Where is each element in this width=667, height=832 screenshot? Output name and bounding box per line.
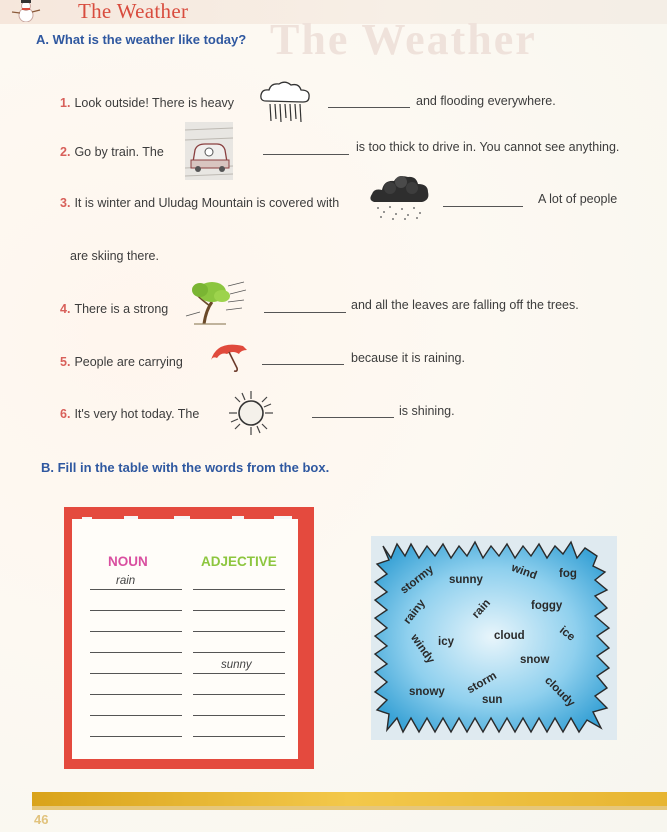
question-number: 1. bbox=[60, 96, 71, 110]
word-box-word: foggy bbox=[531, 600, 563, 612]
question-text: People are carrying bbox=[74, 355, 183, 369]
question-text-after: and all the leaves are falling off the trees. bbox=[351, 298, 579, 312]
noun-answer-line[interactable] bbox=[90, 589, 182, 590]
table-card bbox=[64, 507, 314, 769]
answer-blank[interactable] bbox=[443, 206, 523, 207]
word-box-word: snow bbox=[520, 654, 550, 666]
word-box-word: cloudy bbox=[542, 674, 577, 710]
word-box-word: wind bbox=[509, 561, 539, 583]
page-number: 46 bbox=[34, 812, 49, 827]
windy-tree-icon bbox=[182, 276, 246, 328]
question-3 bbox=[60, 196, 339, 210]
question-number: 3. bbox=[60, 196, 71, 210]
word-box-word: icy bbox=[438, 636, 454, 648]
umbrella-icon bbox=[207, 338, 251, 374]
answer-blank[interactable] bbox=[312, 417, 394, 418]
word-box-word: rainy bbox=[401, 597, 428, 627]
word-box-word: sunny bbox=[449, 574, 483, 586]
noun-column-header: NOUN bbox=[108, 554, 148, 569]
noun-answer-line[interactable] bbox=[90, 631, 182, 632]
answer-blank[interactable] bbox=[264, 312, 346, 313]
word-box-word: storm bbox=[465, 669, 499, 697]
section-a-heading: A. What is the weather like today? bbox=[36, 32, 247, 47]
rain-cloud-icon bbox=[258, 81, 314, 125]
question-2 bbox=[60, 145, 164, 159]
answer-blank[interactable] bbox=[263, 154, 349, 155]
footer-bar bbox=[32, 792, 667, 806]
adjective-answer-line[interactable] bbox=[193, 589, 285, 590]
question-text-after: because it is raining. bbox=[351, 351, 465, 365]
adjective-answer-line[interactable] bbox=[193, 673, 285, 674]
adjective-answer-line[interactable] bbox=[193, 694, 285, 695]
word-box-word: sun bbox=[482, 694, 503, 706]
adjective-answer-line[interactable] bbox=[193, 652, 285, 653]
adjective-cell: sunny bbox=[221, 659, 252, 671]
page-title: The Weather bbox=[78, 0, 189, 23]
question-text-after: is shining. bbox=[399, 404, 455, 418]
section-b-heading: B. Fill in the table with the words from the box. bbox=[41, 460, 330, 475]
question-text-after: and flooding everywhere. bbox=[416, 94, 556, 108]
noun-answer-line[interactable] bbox=[90, 715, 182, 716]
adjective-answer-line[interactable] bbox=[193, 631, 285, 632]
word-box-word: ice bbox=[557, 624, 577, 644]
noun-answer-line[interactable] bbox=[90, 694, 182, 695]
question-number: 6. bbox=[60, 407, 71, 421]
word-box-word: stormy bbox=[398, 563, 436, 597]
answer-blank[interactable] bbox=[262, 364, 344, 365]
question-text-after: is too thick to drive in. You cannot see anything. bbox=[356, 140, 620, 154]
question-number: 5. bbox=[60, 355, 71, 369]
sun-icon bbox=[228, 390, 274, 436]
question-6 bbox=[60, 407, 199, 421]
question-text: There is a strong bbox=[74, 302, 169, 316]
noun-cell: rain bbox=[116, 575, 136, 587]
word-box-word: fog bbox=[559, 568, 577, 580]
adjective-answer-line[interactable] bbox=[193, 610, 285, 611]
word-box-word: windy bbox=[408, 632, 437, 666]
question-text: It's very hot today. The bbox=[74, 407, 200, 421]
question-4 bbox=[60, 302, 168, 316]
noun-answer-line[interactable] bbox=[90, 610, 182, 611]
word-box-word: snowy bbox=[409, 686, 445, 698]
answer-blank[interactable] bbox=[328, 107, 410, 108]
adjective-answer-line[interactable] bbox=[193, 736, 285, 737]
question-1 bbox=[60, 96, 234, 110]
adjective-answer-line[interactable] bbox=[193, 715, 285, 716]
fog-car-icon bbox=[185, 122, 233, 180]
question-text-after: A lot of people bbox=[538, 192, 618, 206]
noun-answer-line[interactable] bbox=[90, 736, 182, 737]
noun-answer-line[interactable] bbox=[90, 652, 182, 653]
word-box-word: cloud bbox=[494, 630, 525, 642]
noun-answer-line[interactable] bbox=[90, 673, 182, 674]
question-text: It is winter and Uludag Mountain is covered with bbox=[74, 196, 340, 210]
question-text: Go by train. The bbox=[74, 145, 164, 159]
snowman-logo-icon bbox=[4, 0, 44, 22]
adjective-column-header: ADJECTIVE bbox=[201, 554, 277, 569]
watermark-title: The Weather bbox=[270, 15, 537, 64]
question-number: 4. bbox=[60, 302, 71, 316]
question-continuation: are skiing there. bbox=[70, 249, 159, 263]
word-box-word: rain bbox=[470, 597, 494, 621]
question-5 bbox=[60, 355, 183, 369]
footer-stripe bbox=[32, 806, 667, 810]
question-text: Look outside! There is heavy bbox=[74, 96, 235, 110]
question-number: 2. bbox=[60, 145, 71, 159]
snow-cloud-icon bbox=[368, 172, 432, 222]
